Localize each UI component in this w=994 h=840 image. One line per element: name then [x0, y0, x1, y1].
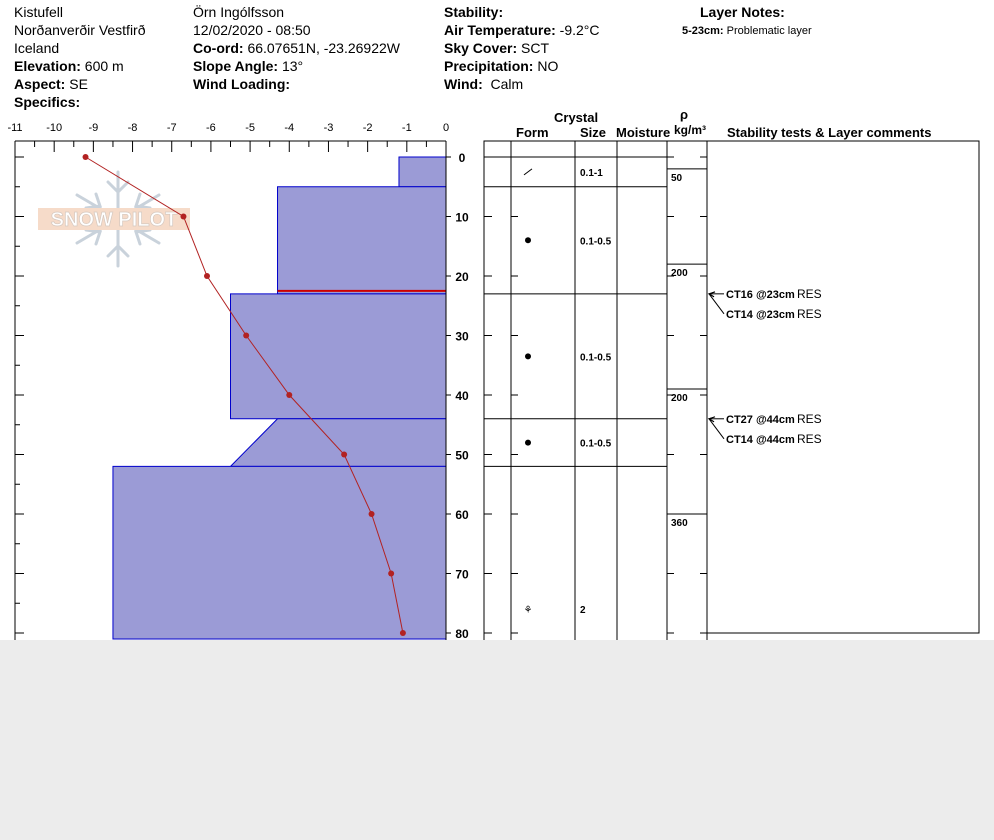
stability-test-label: CT14 @44cm — [726, 433, 795, 446]
stability-test-label: CT14 @23cm — [726, 308, 795, 321]
coord-value: 66.07651N, -23.26922W — [247, 40, 400, 56]
temperature-tick-label: -11 — [7, 122, 23, 134]
temperature-tick-label: -6 — [206, 122, 216, 134]
specifics-label: Specifics: — [14, 94, 81, 110]
precip-value: NO — [537, 58, 559, 74]
stability-arrow — [709, 294, 724, 314]
temperature-tick-label: -4 — [284, 122, 295, 134]
depth-tick-label: 30 — [455, 329, 469, 344]
rounded-grain-icon — [525, 237, 531, 243]
hardness-layer — [113, 466, 446, 639]
snowpilot-logo — [38, 172, 190, 266]
density-unit-heading: kg/m³ — [674, 123, 707, 137]
depth-tick-label: 60 — [455, 508, 469, 522]
observation-datetime: 12/02/2020 - 08:50 — [193, 22, 311, 38]
temperature-point — [369, 511, 375, 517]
aspect-label: Aspect: — [14, 76, 66, 92]
temperature-tick-label: -2 — [362, 122, 373, 134]
crystal-heading: Crystal — [554, 110, 599, 125]
elevation-label: Elevation: — [14, 58, 81, 74]
wind-label: Wind: — [444, 76, 483, 92]
melt-form-icon: ⚘ — [523, 605, 533, 617]
density-value: 50 — [671, 172, 683, 184]
depth-tick-label: 50 — [455, 448, 469, 463]
elevation-value: 600 m — [84, 58, 124, 74]
temperature-tick-label: 0 — [442, 122, 450, 134]
stability-test-result: RES — [797, 411, 822, 426]
crystal-size: 0.1-1 — [580, 167, 603, 179]
rounded-grain-icon — [525, 353, 531, 359]
hardness-layer — [278, 187, 446, 294]
sky-value: SCT — [521, 40, 550, 56]
size-heading: Size — [580, 125, 607, 140]
layer-note-range: 5-23cm: — [682, 25, 724, 37]
depth-tick-label: 40 — [455, 389, 469, 403]
precip-label: Precipitation: — [444, 58, 534, 74]
hardness-layer — [231, 294, 447, 419]
density-value: 360 — [671, 518, 688, 529]
temperature-tick-label: -8 — [127, 122, 138, 134]
depth-tick-label: 80 — [455, 627, 469, 640]
crystal-size: 2 — [580, 605, 586, 617]
temperature-tick-label: -1 — [401, 122, 412, 134]
layer-table-frame — [484, 141, 707, 640]
crystal-size: 0.1-0.5 — [580, 438, 612, 450]
temperature-tick-label: -3 — [323, 122, 334, 134]
temperature-tick-label: -9 — [88, 122, 99, 134]
form-heading: Form — [516, 125, 549, 140]
temperature-point — [204, 273, 210, 279]
temperature-point — [243, 333, 249, 339]
depth-tick-label: 20 — [455, 270, 469, 284]
hardness-layer — [231, 419, 447, 467]
depth-tick-label: 10 — [455, 210, 469, 225]
comments-frame — [707, 141, 979, 633]
temperature-point — [286, 392, 292, 398]
temperature-tick-label: -5 — [245, 122, 255, 134]
stability-label: Stability: — [444, 4, 504, 20]
depth-tick-label: 70 — [455, 567, 469, 582]
observer-name: Örn Ingólfsson — [193, 4, 285, 20]
layer-notes-label: Layer Notes: — [700, 4, 785, 20]
aspect-value: SE — [69, 76, 88, 92]
air-temp-label: Air Temperature: — [444, 22, 556, 38]
coord-label: Co-ord: — [193, 40, 244, 56]
hardness-layer — [399, 157, 446, 187]
layer-table — [484, 141, 979, 640]
slope-label: Slope Angle: — [193, 58, 279, 74]
stability-heading: Stability tests & Layer comments — [727, 125, 932, 140]
air-temp-value: -9.2°C — [559, 22, 600, 38]
density-value: 200 — [671, 268, 688, 280]
sky-label: Sky Cover: — [444, 40, 518, 56]
stability-test-result: RES — [797, 306, 822, 321]
temperature-point — [180, 214, 186, 220]
temperature-point — [341, 452, 347, 458]
temperature-point — [400, 630, 406, 636]
depth-tick-label: 0 — [458, 151, 466, 165]
stability-test-label: CT16 @23cm — [726, 288, 795, 301]
logo-text: SNOW PILOT — [50, 209, 178, 231]
stability-tests — [709, 287, 822, 446]
stability-test-result: RES — [797, 431, 822, 446]
stability-test-result: RES — [797, 286, 822, 301]
temperature-tick-label: -10 — [46, 122, 63, 134]
slope-value: 13° — [281, 58, 304, 74]
stability-test-label: CT27 @44cm — [726, 413, 795, 426]
temperature-point — [388, 571, 394, 577]
moisture-heading: Moisture — [616, 125, 671, 140]
rounded-grain-icon — [525, 440, 531, 446]
crystal-size: 0.1-0.5 — [580, 352, 612, 364]
country-name: Iceland — [14, 40, 60, 56]
layer-note-text: Problematic layer — [726, 25, 812, 37]
temperature-point — [83, 154, 89, 160]
wind-loading-label: Wind Loading: — [193, 76, 291, 92]
density-value: 200 — [671, 393, 688, 405]
stability-arrow — [709, 419, 724, 439]
rho-heading: ρ — [680, 107, 689, 122]
region-name: Norðanverðir Vestfirð — [14, 22, 146, 38]
location-name: Kistufell — [14, 4, 64, 20]
wind-value: Calm — [490, 76, 524, 92]
decomposing-grain-icon — [524, 169, 532, 175]
temperature-tick-label: -7 — [166, 122, 177, 134]
crystal-size: 0.1-0.5 — [580, 236, 612, 248]
